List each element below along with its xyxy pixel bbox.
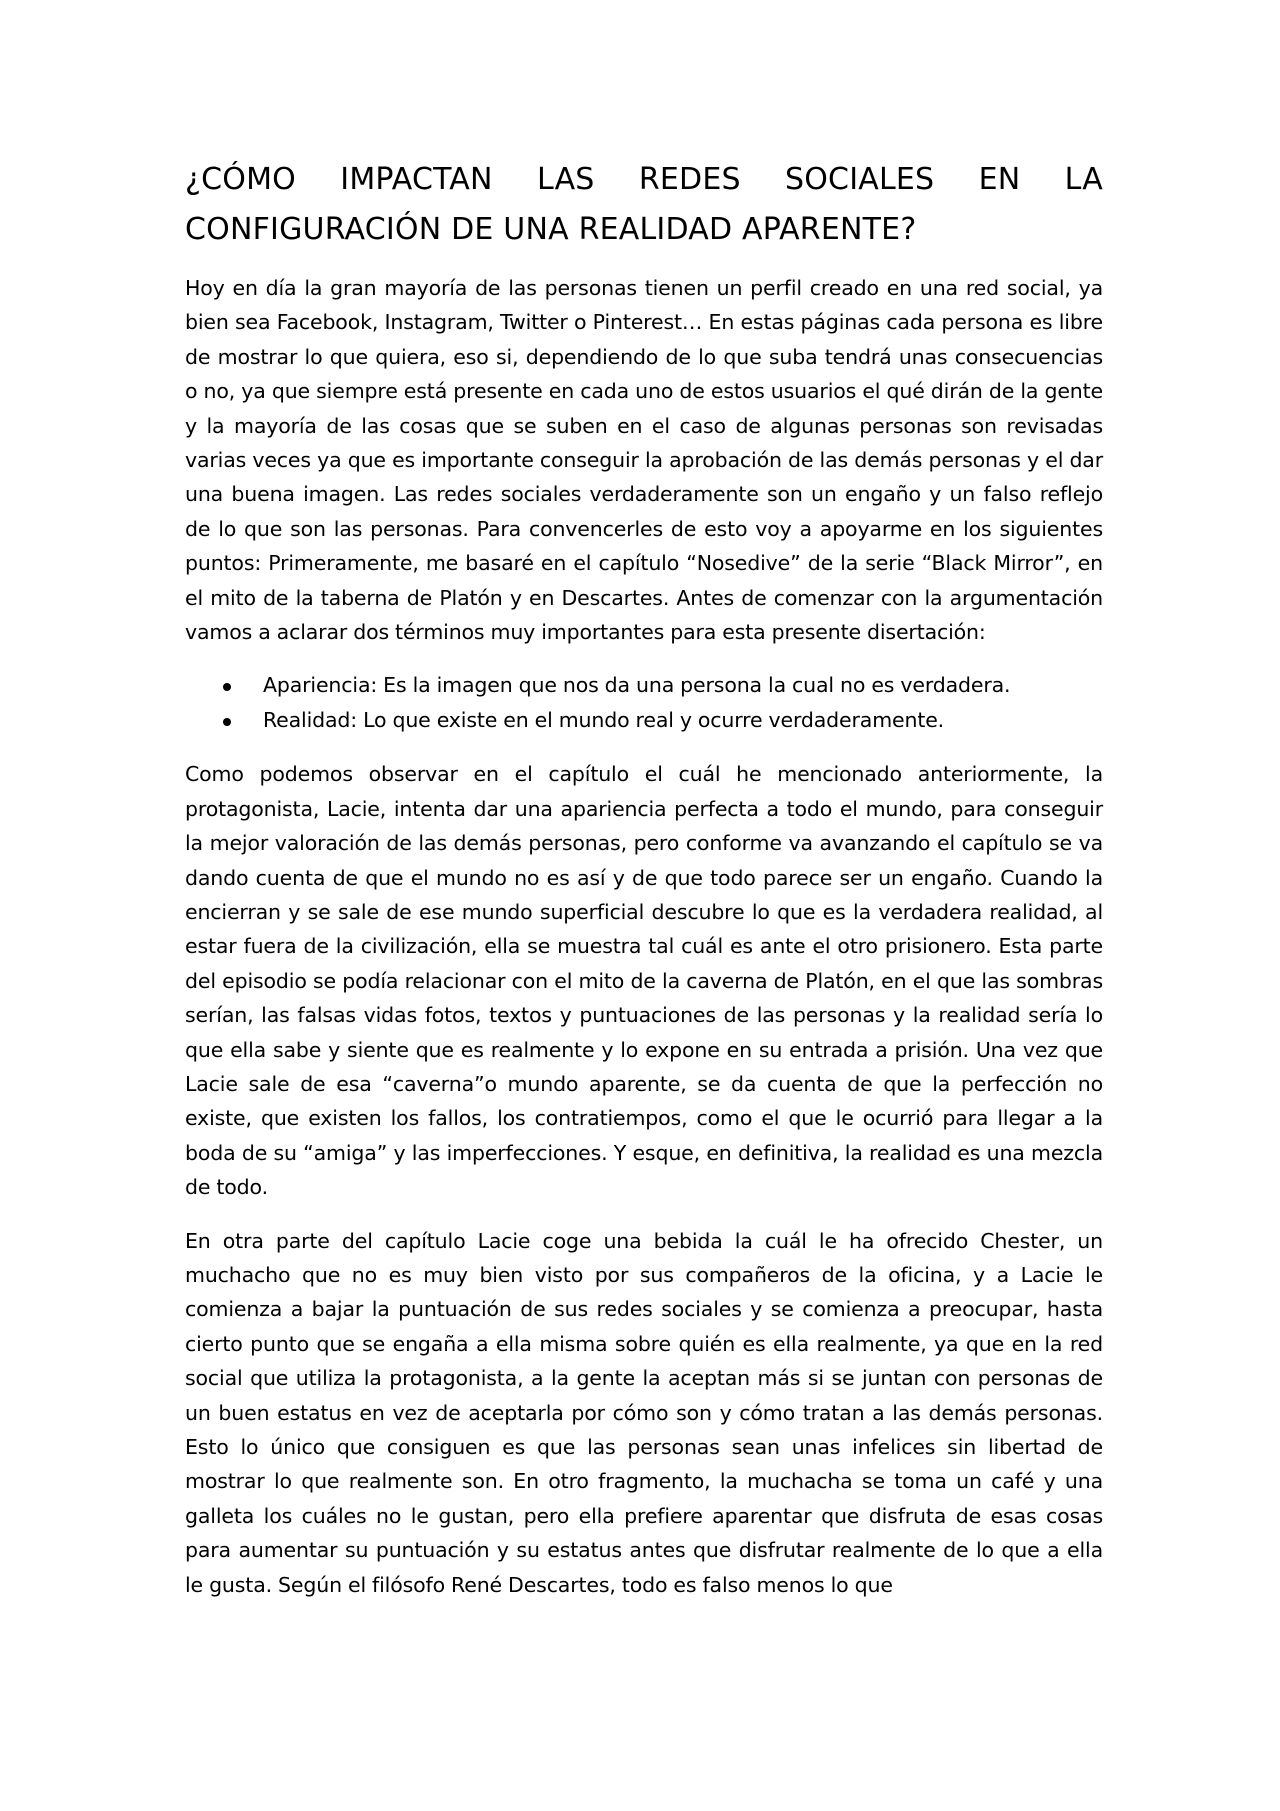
document-title: ¿CÓMO IMPACTAN LAS REDES SOCIALES EN LA CONFIGURACIÓN DE UNA REALIDAD APARENTE? [185, 162, 1103, 247]
paragraph-introduction: Hoy en día la gran mayoría de las personas tienen un perfil creado en una red social, ya bien sea Facebook, Instagram, Twitter o Pinterest… En estas páginas cada persona es libre de mostrar lo que quiera, eso si, dependiendo de lo que suba tendrá unas consecuencias o no, ya que siempre está presente en cada uno de estos usuarios el qué dirán de la gente y la mayoría de las cosas que se suben en el caso de algunas personas son revisadas varias veces ya que es importante conseguir la aprobación de las demás personas y el dar una buena imagen. Las redes sociales verdaderamente son un engaño y un falso reflejo de lo que son las personas. Para convencerles de esto voy a apoyarme en los siguientes puntos: Primeramente, me basaré en el capítulo “Nosedive” de la serie “Black Mirror”, en el mito de la taberna de Platón y en Descartes. Antes de comenzar con la argumentación vamos a aclarar dos términos muy importantes para esta presente disertación: [185, 276, 1103, 645]
definitions-list [185, 668, 1103, 737]
definition-item-realidad [185, 703, 1103, 737]
document-body [185, 155, 1103, 1621]
bullet-icon [223, 718, 231, 726]
definition-text: Apariencia: Es la imagen que nos da una persona la cual no es verdadera. [263, 673, 1011, 698]
definition-text: Realidad: Lo que existe en el mundo real y ocurre verdaderamente. [263, 707, 945, 732]
bullet-icon [223, 683, 231, 691]
paragraph-argument-2: En otra parte del capítulo Lacie coge una bebida la cuál le ha ofrecido Chester, un muchacho que no es muy bien visto por sus compañeros de la oficina, y a Lacie le comienza a bajar la puntuación de sus redes sociales y se comienza a preocupar, hasta cierto punto que se engaña a ella misma sobre quién es ella realmente, ya que en la red social que utiliza la protagonista, a la gente la aceptan más si se juntan con personas de un buen estatus en vez de aceptarla por cómo son y cómo tratan a las demás personas. Esto lo único que consiguen es que las personas sean unas infelices sin libertad de mostrar lo que realmente son. En otro fragmento, la muchacha se toma un café y una galleta los cuáles no le gustan, pero ella prefiere aparentar que disfruta de esas cosas para aumentar su puntuación y su estatus antes que disfrutar realmente de lo que a ella le gusta. Según el filósofo René Descartes, todo es falso menos lo que [185, 1228, 1103, 1597]
definition-item-apariencia [185, 668, 1103, 702]
paragraph-argument-1: Como podemos observar en el capítulo el cuál he mencionado anteriormente, la protagonista, Lacie, intenta dar una apariencia perfecta a todo el mundo, para conseguir la mejor valoración de las demás personas, pero conforme va avanzando el capítulo se va dando cuenta de que el mundo no es así y de que todo parece ser un engaño. Cuando la encierran y se sale de ese mundo superficial descubre lo que es la verdadera realidad, al estar fuera de la civilización, ella se muestra tal cuál es ante el otro prisionero. Esta parte del episodio se podía relacionar con el mito de la caverna de Platón, en el que las sombras serían, las falsas vidas fotos, textos y puntuaciones de las personas y la realidad sería lo que ella sabe y siente que es realmente y lo expone en su entrada a prisión. Una vez que Lacie sale de esa “caverna”o mundo aparente, se da cuenta de que la perfección no existe, que existen los fallos, los contratiempos, como el que le ocurrió para llegar a la boda de su “amiga” y las imperfecciones. Y esque, en definitiva, la realidad es una mezcla de todo. [185, 762, 1103, 1200]
